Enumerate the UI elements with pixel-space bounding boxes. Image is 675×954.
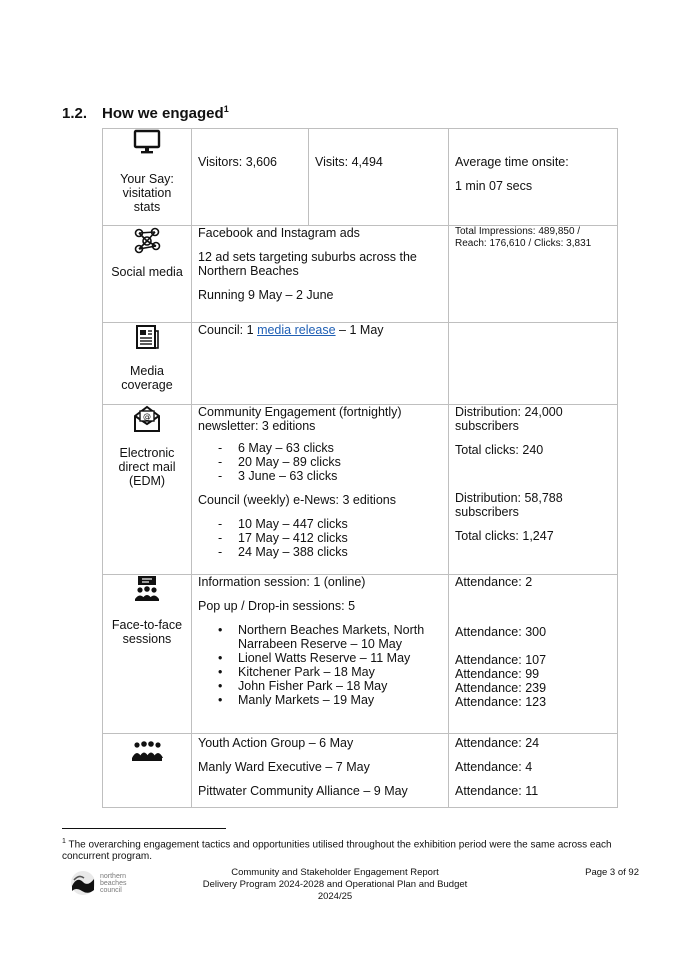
list-item: • Kitchener Park – 18 May — [238, 665, 442, 679]
table-row — [103, 575, 618, 734]
social-line: Facebook and Instagram ads — [198, 226, 360, 240]
row-label: Electronic direct mail (EDM) — [118, 446, 176, 488]
attendance-stat: Attendance: 107 — [455, 653, 547, 667]
list-item: - 24 May – 388 clicks — [238, 545, 442, 559]
cell — [192, 323, 449, 405]
row-label-cell — [103, 323, 192, 405]
logo-text — [100, 873, 126, 894]
distribution-stat: Distribution: 58,788 subscribers — [455, 491, 563, 519]
avg-time-value: 1 min 07 secs — [455, 179, 533, 193]
enews-title: Council (weekly) e-News: 3 editions — [198, 493, 396, 507]
row-label: Face-to-face sessions — [111, 618, 183, 646]
footnote — [62, 836, 622, 863]
email-icon — [133, 405, 161, 433]
cell — [192, 734, 449, 808]
attendance-stat: Attendance: 4 — [455, 760, 533, 774]
media-release-link[interactable]: media release — [257, 323, 336, 337]
network-icon — [132, 226, 162, 256]
monitor-icon — [133, 129, 161, 155]
list-item: • Northern Beaches Markets, North Narrabeen Reserve – 10 May — [238, 623, 442, 651]
cell — [449, 575, 618, 734]
table-row — [103, 323, 618, 405]
table-row — [103, 734, 618, 808]
section-number: 1.2. — [62, 105, 88, 122]
table-row — [103, 129, 618, 226]
cell — [449, 323, 618, 405]
footnote-divider — [62, 828, 226, 829]
list-item: - 20 May – 89 clicks — [238, 455, 442, 469]
cell — [192, 405, 449, 575]
footer-title — [200, 867, 470, 903]
social-line: 12 ad sets targeting suburbs across the Northern Beaches — [198, 250, 417, 278]
attendance-stat: Attendance: 11 — [455, 784, 539, 798]
engagement-table — [102, 128, 618, 808]
list-item: • Manly Markets – 19 May — [238, 693, 442, 707]
council-logo — [70, 870, 150, 896]
info-session: Information session: 1 (online) — [198, 575, 366, 589]
clicks-stat: Total clicks: 1,247 — [455, 529, 554, 543]
list-item: - 3 June – 63 clicks — [238, 469, 442, 483]
social-stats: Total Impressions: 489,850 / Reach: 176,610 / Clicks: 3,831 — [455, 226, 592, 249]
presentation-icon — [133, 575, 161, 603]
logo-line: northern — [100, 873, 127, 880]
list-item: • Lionel Watts Reserve – 11 May — [238, 651, 442, 665]
cell — [449, 226, 618, 323]
attendance-stat: Attendance: 239 — [455, 681, 547, 695]
row-label: Your Say: visitation stats — [120, 172, 174, 214]
visitors-stat: Visitors: 3,606 — [198, 155, 277, 169]
cell — [449, 734, 618, 808]
attendance-stat: Attendance: 24 — [455, 736, 540, 750]
table-row — [103, 405, 618, 575]
row-label-cell — [103, 734, 192, 808]
row-label-cell — [103, 405, 192, 575]
cell — [309, 129, 449, 226]
popup-sessions: Pop up / Drop-in sessions: 5 — [198, 599, 356, 613]
footnote-ref[interactable]: 1 — [223, 104, 229, 114]
meeting-item: Youth Action Group – 6 May — [198, 736, 354, 750]
cell — [192, 226, 449, 323]
cell — [192, 575, 449, 734]
logo-line: council — [100, 887, 122, 894]
ce-newsletter-list — [198, 441, 442, 483]
enews-list — [198, 517, 442, 559]
attendance-stat: Attendance: 300 — [455, 625, 547, 639]
attendance-stat: Attendance: 2 — [455, 575, 533, 589]
list-item: • John Fisher Park – 18 May — [238, 679, 442, 693]
cell — [192, 129, 309, 226]
clicks-stat: Total clicks: 240 — [455, 443, 544, 457]
svg-text:@: @ — [143, 412, 151, 421]
footnote-number: 1 — [62, 838, 66, 845]
list-item: - 6 May – 63 clicks — [238, 441, 442, 455]
visits-stat: Visits: 4,494 — [315, 155, 383, 169]
row-label: Media coverage — [121, 364, 173, 392]
page-number: Page 3 of 92 — [585, 867, 639, 878]
logo-line: beaches — [100, 880, 127, 887]
attendance-stat: Attendance: 123 — [455, 695, 547, 709]
cell — [449, 405, 618, 575]
row-label-cell — [103, 226, 192, 323]
footer-title-line: Community and Stakeholder Engagement Report — [231, 867, 439, 878]
footnote-text: The overarching engagement tactics and opportunities utilised throughout the exhibition period were the same across each concurrent program. — [62, 839, 612, 863]
row-label-cell — [103, 575, 192, 734]
meeting-item: Manly Ward Executive – 7 May — [198, 760, 370, 774]
table-row — [103, 226, 618, 323]
ce-newsletter-title: Community Engagement (fortnightly) newsletter: 3 editions — [198, 405, 402, 433]
social-line: Running 9 May – 2 June — [198, 288, 334, 302]
group-icon — [131, 740, 163, 764]
media-line — [198, 323, 442, 337]
cell — [449, 129, 618, 226]
list-item: - 17 May – 412 clicks — [238, 531, 442, 545]
row-label-cell — [103, 129, 192, 226]
list-item: - 10 May – 447 clicks — [238, 517, 442, 531]
media-prefix: Council: 1 — [198, 323, 258, 337]
media-suffix: – 1 May — [335, 323, 384, 337]
popup-list — [198, 623, 442, 707]
attendance-stat: Attendance: 99 — [455, 667, 540, 681]
newspaper-icon — [134, 323, 160, 351]
section-title: How we engaged — [102, 105, 224, 122]
section-heading — [62, 104, 229, 122]
row-label: Social media — [111, 265, 183, 279]
footer-title-line: Delivery Program 2024-2028 and Operational Plan and Budget 2024/25 — [202, 879, 468, 902]
distribution-stat: Distribution: 24,000 subscribers — [455, 405, 563, 433]
avg-time-label: Average time onsite: — [455, 155, 569, 169]
meeting-item: Pittwater Community Alliance – 9 May — [198, 784, 408, 798]
logo-wave-icon — [70, 870, 96, 896]
